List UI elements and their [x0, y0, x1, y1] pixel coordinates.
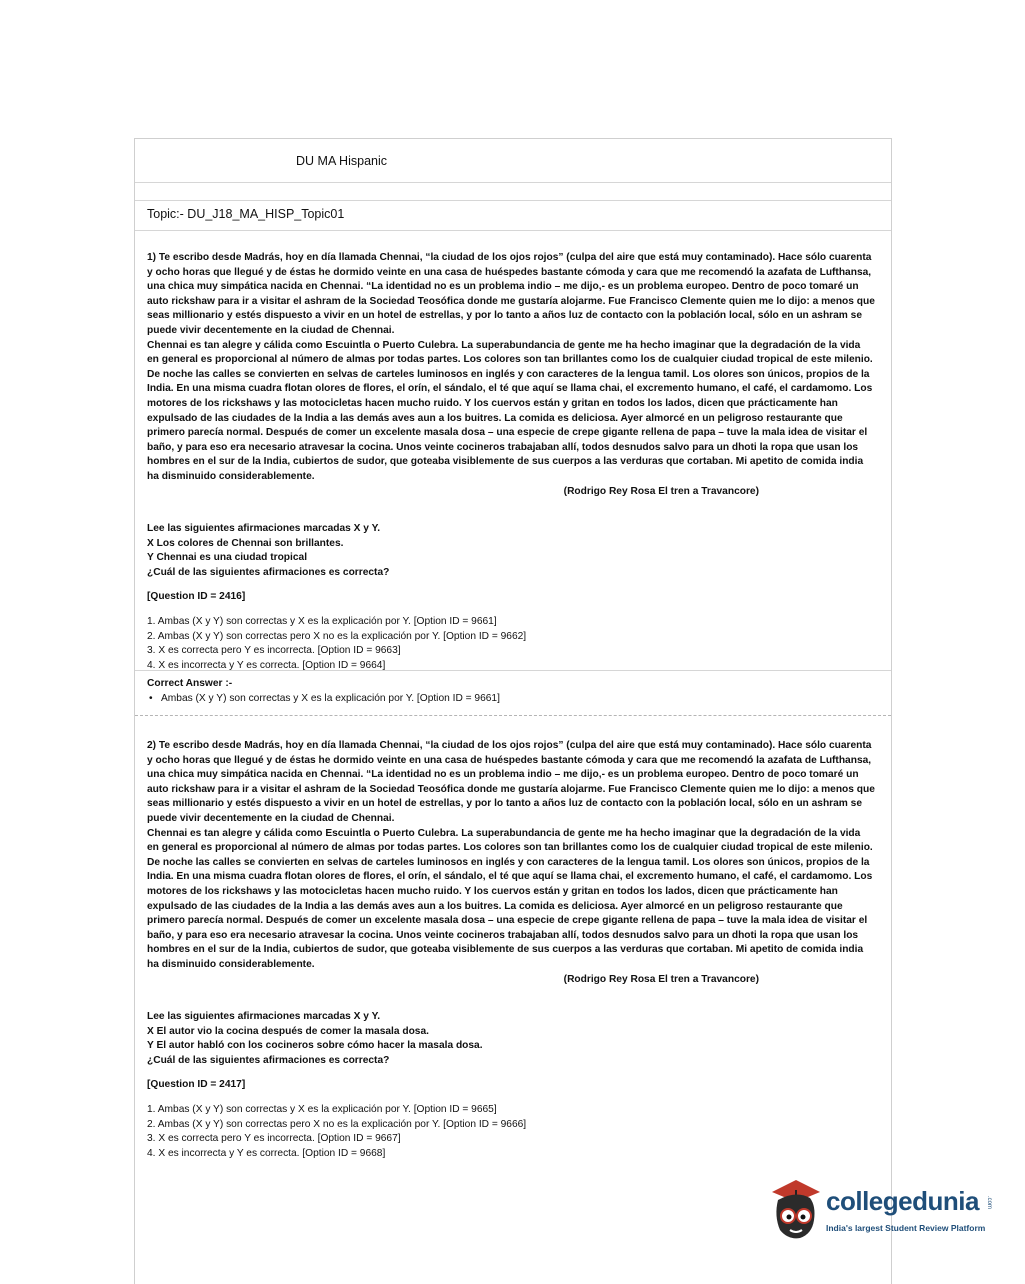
passage-paragraph: Chennai es tan alegre y cálida como Escuintla o Puerto Culebra. La superabundancia de gente me ha hecho imaginar que la degradación de la vida en general es proporcional al número de almas por todas partes. Los colores son tan brillantes como los de cualquier ciudad tropical de este milenio. De noche las calles se convierten en selvas de carteles luminosos en inglés y con caracteres de la lengua tamil. Los olores son únicos, propios de la India. En una misma cuadra flotan olores de flores, el orín, el sándalo, el té que aquí se llama chai, el excremento humano, el café, el cardamomo. Los motores de los rickshaws y las motocicletas hacen mucho ruido. Y los cuervos están y gritan en todos los lados, dicen que prácticamente han expulsado de las ciudades de la India a las demás aves aun a los buitres. La comida es deliciosa. Ayer almorcé en un peligroso restaurante que primero parecía normal. Después de comer un excelente masala dosa – una especie de crepe gigante rellena de papa – tuve la mala idea de visitar el baño, y para eso era necesario atravesar la cocina. Unos veinte cocineros trabajaban allí, todos desnudos salvo para un dhoti la ropa que usan los hombres en el sur de la India, cubiertos de sudor, que goteaba visiblemente de sus cuerpos a las verduras que cortaban. Mi apetito de comida india ha disminuido considerablemente. — [147, 827, 873, 970]
statement: ¿Cuál de las siguientes afirmaciones es correcta? — [147, 1054, 390, 1066]
statement: ¿Cuál de las siguientes afirmaciones es correcta? — [147, 566, 390, 578]
option-item: 2. Ambas (X y Y) son correctas pero X no es la explicación por Y. [Option ID = 9662] — [147, 630, 527, 642]
option-item: 3. X es correcta pero Y es incorrecta. [Option ID = 9663] — [147, 645, 401, 657]
mascot-icon — [766, 1176, 826, 1248]
passage-paragraph: 2) Te escribo desde Madrás, hoy en día llamada Chennai, “la ciudad de los ojos rojos” (culpa del aire que está muy contaminado). Hace sólo cuarenta y ocho horas que llegué y de éstas he dormido veinte en una casa de huéspedes bastante cómoda y cara que me recomendó la azafata de Lufthansa, una chica muy simpática nacida en Chennai. “La identidad no es un problema indio – me dijo,- es un problema europeo. Dentro de poco tomaré un auto rickshaw para ir a visitar el ashram de la Sociedad Teosófica donde me gustaría alojarme. Fue Francisco Clemente quien me lo dijo: a menos que seas millionario y estés dispuesto a vivir en un hotel de estrellas, y por lo tanto a años luz de contacto con la población local, sólo en un ashram se puede vivir decentemente en la ciudad de Chennai. — [147, 740, 875, 824]
statement: Y Chennai es una ciudad tropical — [147, 552, 308, 564]
option-item: 1. Ambas (X y Y) son correctas y X es la explicación por Y. [Option ID = 9665] — [147, 1104, 497, 1116]
passage-paragraph: Chennai es tan alegre y cálida como Escuintla o Puerto Culebra. La superabundancia de gente me ha hecho imaginar que la degradación de la vida en general es proporcional al número de almas por todas partes. Los colores son tan brillantes como los de cualquier ciudad tropical de este milenio. De noche las calles se convierten en selvas de carteles luminosos en inglés y con caracteres de la lengua tamil. Los olores son únicos, propios de la India. En una misma cuadra flotan olores de flores, el orín, el sándalo, el té que aquí se llama chai, el excremento humano, el café, el cardamomo. Los motores de los rickshaws y las motocicletas hacen mucho ruido. Y los cuervos están y gritan en todos los lados, dicen que prácticamente han expulsado de las ciudades de la India a las demás aves aun a los buitres. La comida es deliciosa. Ayer almorcé en un peligroso restaurante que primero parecía normal. Después de comer un excelente masala dosa – una especie de crepe gigante rellena de papa – tuve la mala idea de visitar el baño, y para eso era necesario atravesar la cocina. Unos veinte cocineros trabajaban allí, todos desnudos salvo para un dhoti la ropa que usan los hombres en el sur de la India, cubiertos de sudor, que goteaba visiblemente de sus cuerpos a las verduras que cortaban. Mi apetito de comida india ha disminuido considerablemente. — [147, 339, 873, 482]
exam-title: DU MA Hispanic — [296, 154, 387, 168]
statement: Y El autor habló con los cocineros sobre cómo hacer la masala dosa. — [147, 1040, 483, 1052]
statements — [147, 522, 875, 580]
options-list — [147, 1103, 875, 1161]
option-item: 1. Ambas (X y Y) son correctas y X es la explicación por Y. [Option ID = 9661] — [147, 616, 497, 628]
logo-tagline: India's largest Student Review Platform — [826, 1223, 986, 1233]
option-item: 4. X es incorrecta y Y es correcta. [Option ID = 9664] — [147, 659, 386, 671]
spacer-row — [135, 182, 891, 201]
question-passage — [147, 739, 875, 973]
statement: Lee las siguientes afirmaciones marcadas X y Y. — [147, 1011, 381, 1023]
question-id: [Question ID = 2416] — [147, 591, 246, 603]
correct-answer-value: • Ambas (X y Y) son correctas y X es la explicación por Y. [Option ID = 9661] — [147, 692, 500, 707]
statements — [147, 1010, 875, 1068]
question-passage — [147, 251, 875, 485]
collegedunia-logo[interactable] — [766, 1176, 996, 1248]
statement: X Los colores de Chennai son brillantes. — [147, 537, 344, 549]
logo-domain: .com — [986, 1196, 992, 1210]
statement: X El autor vio la cocina después de comer la masala dosa. — [147, 1025, 429, 1037]
topic-row — [135, 200, 891, 231]
option-item: 2. Ambas (X y Y) son correctas pero X no es la explicación por Y. [Option ID = 9666] — [147, 1118, 527, 1130]
options-list — [147, 615, 875, 673]
question-separator — [135, 715, 891, 716]
topic-label: Topic:- DU_J18_MA_HISP_Topic01 — [147, 207, 345, 221]
logo-wordmark: collegedunia — [826, 1186, 979, 1216]
exam-sheet — [134, 138, 892, 1284]
header-row — [135, 139, 891, 183]
question-2 — [147, 739, 875, 1161]
passage-citation: (Rodrigo Rey Rosa El tren a Travancore) — [563, 973, 759, 985]
option-item: 3. X es correcta pero Y es incorrecta. [Option ID = 9667] — [147, 1133, 401, 1145]
passage-paragraph: 1) Te escribo desde Madrás, hoy en día llamada Chennai, “la ciudad de los ojos rojos” (culpa del aire que está muy contaminado). Hace sólo cuarenta y ocho horas que llegué y de éstas he dormido veinte en una casa de huéspedes bastante cómoda y cara que me recomendó la azafata de Lufthansa, una chica muy simpática nacida en Chennai. “La identidad no es un problema indio – me dijo,- es un problema europeo. Dentro de poco tomaré un auto rickshaw para ir a visitar el ashram de la Sociedad Teosófica donde me gustaría alojarme. Fue Francisco Clemente quien me lo dijo: a menos que seas millionario y estés dispuesto a vivir en un hotel de estrellas, y por lo tanto a años luz de contacto con la población local, sólo en un ashram se puede vivir decentemente en la ciudad de Chennai. — [147, 252, 875, 336]
passage-citation: (Rodrigo Rey Rosa El tren a Travancore) — [563, 485, 759, 497]
question-id: [Question ID = 2417] — [147, 1079, 246, 1091]
answer-divider — [135, 670, 891, 671]
correct-answer-label: Correct Answer :- — [147, 678, 233, 689]
option-item: 4. X es incorrecta y Y es correcta. [Option ID = 9668] — [147, 1147, 386, 1159]
statement: Lee las siguientes afirmaciones marcadas X y Y. — [147, 523, 381, 535]
question-1 — [147, 251, 875, 673]
correct-answer-block — [147, 677, 500, 706]
